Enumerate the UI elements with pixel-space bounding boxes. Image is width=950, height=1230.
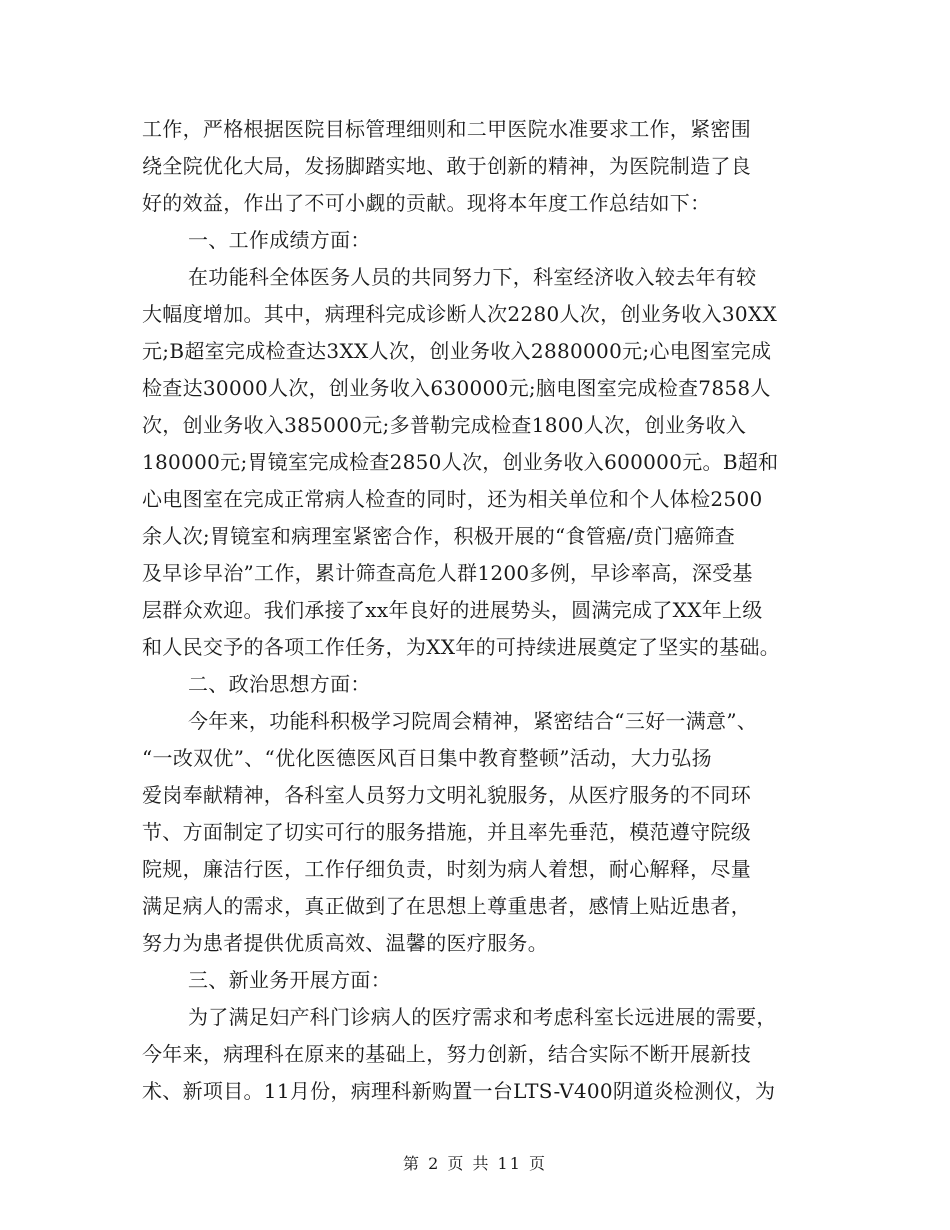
text-line: 术、新项目。11月份，病理科新购置一台LTS-V400阴道炎检测仪，为 <box>142 1079 776 1103</box>
text-line: 爱岗奉献精神，各科室人员努力文明礼貌服务，从医疗服务的不同环 <box>142 783 751 807</box>
text-line: 在功能科全体医务人员的共同努力下，科室经济收入较去年有较 <box>188 265 757 289</box>
text-line: 余人次;胃镜室和病理室紧密合作，积极开展的“食管癌/贲门癌筛查 <box>142 524 736 548</box>
text-line: 院规，廉洁行医，工作仔细负责，时刻为病人着想，耐心解释，尽量 <box>142 857 751 881</box>
text-line: 心电图室在完成正常病人检查的同时，还为相关单位和个人体检2500 <box>142 487 763 511</box>
text-line: 检查达30000人次，创业务收入630000元;脑电图室完成检查7858人 <box>142 376 771 400</box>
text-line: 今年来，病理科在原来的基础上，努力创新，结合实际不断开展新技 <box>142 1042 751 1066</box>
text-line: 努力为患者提供优质高效、温馨的医疗服务。 <box>142 931 548 955</box>
text-line: “一改双优”、“优化医德医风百日集中教育整顿”活动，大力弘扬 <box>142 746 712 770</box>
text-line: 和人民交予的各项工作任务，为XX年的可持续进展奠定了坚实的基础。 <box>142 635 781 659</box>
text-line: 节、方面制定了切实可行的服务措施，并且率先垂范，模范遵守院级 <box>142 820 751 844</box>
section-heading: 一、工作成绩方面： <box>188 228 371 252</box>
text-line: 满足病人的需求，真正做到了在思想上尊重患者，感情上贴近患者， <box>142 894 751 918</box>
section-heading: 二、政治思想方面： <box>188 672 371 696</box>
text-line: 180000元;胃镜室完成检查2850人次，创业务收入600000元。B超和 <box>142 450 779 474</box>
text-line: 次，创业务收入385000元;多普勒完成检查1800人次，创业务收入 <box>142 413 747 437</box>
text-line: 好的效益，作出了不可小觑的贡献。现将本年度工作总结如下： <box>142 191 711 215</box>
text-line: 今年来，功能科积极学习院周会精神，紧密结合“三好一满意”、 <box>188 709 758 733</box>
text-line: 层群众欢迎。我们承接了xx年良好的进展势头，圆满完成了XX年上级 <box>142 598 763 622</box>
text-line: 大幅度增加。其中，病理科完成诊断人次2280人次，创业务收入30XX <box>142 302 778 326</box>
section-heading: 三、新业务开展方面： <box>188 968 391 992</box>
text-line: 绕全院优化大局，发扬脚踏实地、敢于创新的精神，为医院制造了良 <box>142 154 751 178</box>
page-number-footer: 第 2 页 共 11 页 <box>403 1154 547 1173</box>
text-line: 工作，严格根据医院目标管理细则和二甲医院水准要求工作，紧密围 <box>142 117 751 141</box>
text-line: 及早诊早治”工作，累计筛查高危人群1200多例，早诊率高，深受基 <box>142 561 753 585</box>
text-line: 元;B超室完成检查达3XX人次，创业务收入2880000元;心电图室完成 <box>142 339 772 363</box>
text-line: 为了满足妇产科门诊病人的医疗需求和考虑科室长远进展的需要， <box>188 1005 777 1029</box>
